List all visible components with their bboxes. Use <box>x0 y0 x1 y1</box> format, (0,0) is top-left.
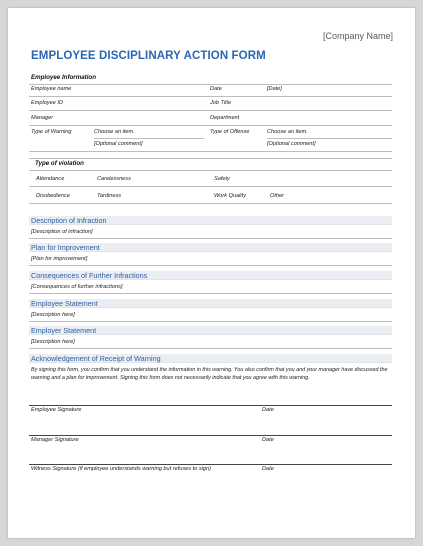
employee-signature-label[interactable]: Employee Signature <box>31 407 82 413</box>
witness-signature-label[interactable]: Witness Signature (if employee understands warning but refuses to sign) <box>31 466 211 472</box>
manager-signature-label[interactable]: Manager Signature <box>31 437 79 443</box>
manager-label: Manager <box>31 115 54 121</box>
violation-carelessness[interactable]: Carelessness <box>97 176 131 182</box>
divider <box>94 138 204 139</box>
employee-signature-date-label[interactable]: Date <box>262 407 274 413</box>
type-of-warning-label: Type of Warning <box>31 129 72 135</box>
section-heading-employer-statement: Employer Statement <box>29 326 392 335</box>
violation-disobedience[interactable]: Disobedience <box>36 193 70 199</box>
date-label: Date <box>210 86 222 92</box>
plan-for-improvement-field[interactable]: [Plan for improvement] <box>31 256 88 262</box>
document-page <box>8 8 415 538</box>
signature-line <box>29 435 392 436</box>
divider <box>29 348 392 349</box>
section-heading-plan: Plan for Improvement <box>29 243 392 252</box>
section-heading-employee-statement: Employee Statement <box>29 299 392 308</box>
employee-name-label: Employee name <box>31 86 72 92</box>
form-title: EMPLOYEE DISCIPLINARY ACTION FORM <box>31 50 266 62</box>
divider <box>29 186 392 187</box>
violation-safety[interactable]: Safety <box>214 176 230 182</box>
divider <box>29 203 392 204</box>
section-heading-consequences: Consequences of Further Infractions <box>29 271 392 280</box>
employer-statement-field[interactable]: [Description here] <box>31 339 75 345</box>
divider <box>29 125 392 126</box>
type-of-offense-label: Type of Offense <box>210 129 250 135</box>
divider <box>29 96 392 97</box>
divider <box>29 238 392 239</box>
department-label: Department <box>210 115 240 121</box>
divider <box>29 151 392 152</box>
employee-statement-field[interactable]: [Description here] <box>31 312 75 318</box>
manager-signature-date-label[interactable]: Date <box>262 437 274 443</box>
consequences-field[interactable]: [Consequences of further infractions] <box>31 284 123 290</box>
offense-type-select[interactable]: Choose an item. <box>267 129 308 135</box>
divider <box>29 110 392 111</box>
divider <box>29 170 392 171</box>
date-field[interactable]: [Date] <box>267 86 282 92</box>
company-name[interactable]: [Company Name] <box>322 31 393 41</box>
violation-attendance[interactable]: Attendance <box>36 176 65 182</box>
divider <box>29 293 392 294</box>
description-of-infraction-field[interactable]: [Description of infraction] <box>31 229 93 235</box>
employee-information-heading: Employee Information <box>31 74 96 81</box>
divider <box>29 84 392 85</box>
witness-signature-date-label[interactable]: Date <box>262 466 274 472</box>
employee-id-label: Employee ID <box>31 100 64 106</box>
signature-line <box>29 405 392 406</box>
divider <box>267 138 392 139</box>
offense-comment-field[interactable]: [Optional comment] <box>267 141 316 147</box>
warning-type-select[interactable]: Choose an item. <box>94 129 135 135</box>
violation-tardiness[interactable]: Tardiness <box>97 193 122 199</box>
divider <box>29 265 392 266</box>
signature-line <box>29 464 392 465</box>
violation-heading: Type of violation <box>35 160 84 167</box>
violation-work-quality[interactable]: Work Quality <box>214 193 247 199</box>
section-heading-acknowledgement: Acknowledgement of Receipt of Warning <box>29 354 392 363</box>
acknowledgement-text: By signing this form, you confirm that you understand the information in this warning. You also confirm that you and your manager have discussed the warning and a plan for improvement. Signing this form does not necessarily indicate that you agree with this warning. <box>31 367 388 381</box>
section-heading-description: Description of Infraction <box>29 216 392 225</box>
job-title-label: Job Title <box>210 100 232 106</box>
divider <box>29 158 392 159</box>
warning-comment-field[interactable]: [Optional comment] <box>94 141 143 147</box>
violation-other[interactable]: Other <box>270 193 284 199</box>
divider <box>29 321 392 322</box>
